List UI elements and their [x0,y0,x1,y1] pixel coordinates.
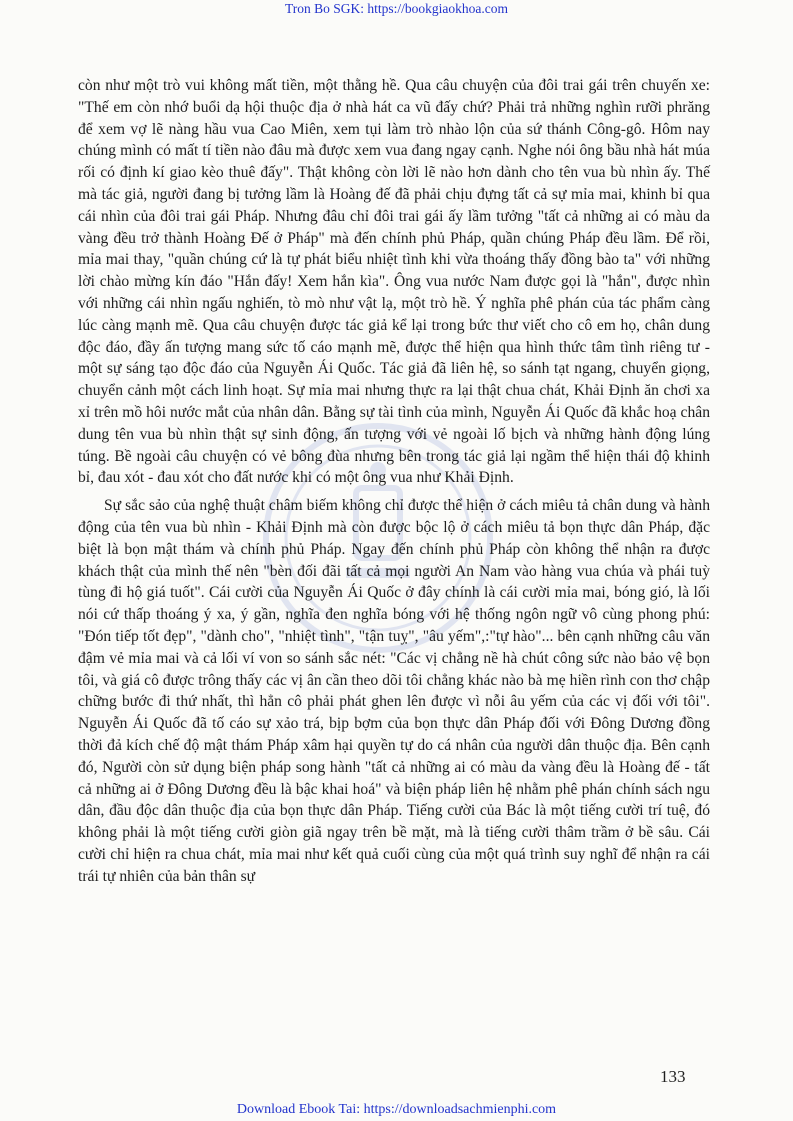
top-banner[interactable]: Tron Bo SGK: https://bookgiaokhoa.com [284,1,508,16]
bottom-banner[interactable]: Download Ebook Tai: https://downloadsachmienphi.com [236,1102,557,1117]
page-body-text [78,75,710,887]
page-number: 133 [660,1067,686,1086]
paragraph-2: Sự sắc sảo của nghệ thuật châm biếm không chỉ được thể hiện ở cách miêu tả chân dung và hành động của tên vua bù nhìn - Khải Định mà còn được bộc lộ ở cách miêu tả bọn thực dân Pháp, đặc biệt là bọn mật thám và chính phủ Pháp. Ngay đến chính phủ Pháp còn không thể nhận ra được khách thật của mình thế nên "bèn đối đãi tất cả mọi người An Nam vào hàng vua chúa và phái tuỳ tùng đi hộ giá tuốt". Cái cười của Nguyễn Ái Quốc ở đây chính là cái cười mỉa mai, bóng gió, là lối nói cứ thấp thoáng ý xa, ý gần, nghĩa đen nghĩa bóng với hệ thống ngôn ngữ vô cùng phong phú: "Đón tiếp tốt đẹp", "dành cho", "nhiệt tình", "tận tuỵ", "âu yếm",:"tự hào"... bên cạnh những câu văn đậm vẻ mỉa mai và cả lối ví von so sánh sắc nét: "Các vị chẳng nề hà chút công sức nào bảo vệ bọn tôi, và giá cô được trông thấy các vị ân cần theo dõi tôi chẳng khác nào bà mẹ hiền rình con thơ chập chững bước đi thứ nhất, thì hẳn cô phải phát ghen lên được vì nỗi âu yếm của các vị đối với tôi". Nguyễn Ái Quốc đã tố cáo sự xảo trá, bịp bợm của bọn thực dân Pháp đối với Đông Dương đồng thời đả kích chế độ mật thám Pháp xâm hại quyền tự do cá nhân của người dân thuộc địa. Bên cạnh đó, Người còn sử dụng biện pháp song hành "tất cả những ai có màu da vàng đều là Hoàng đế - tất cả những ai ở Đông Dương đều là bậc khai hoá" và biện pháp liên hệ nhằm phê phán chính sách ngu dân, đầu độc dân thuộc địa của bọn thực dân Pháp. Tiếng cười của Bác là một tiếng cười trí tuệ, đó không phải là một tiếng cười giòn giã ngay trên bề mặt, mà là tiếng cười thâm trầm ở bề sâu. Cái cười chỉ hiện ra chua chát, mỉa mai như kết quả cuối cùng của một quá trình suy nghĩ để nhận ra cái trái tự nhiên của bản thân sự [78,497,710,885]
paragraph-1: còn như một trò vui không mất tiền, một thằng hề. Qua câu chuyện của đôi trai gái trên chuyến xe: "Thế em còn nhớ buổi dạ hội thuộc địa ở nhà hát ca vũ đấy chứ? Phải trả những nghìn rưỡi phrăng để xem vợ lẽ nàng hầu vua Cao Miên, xem tụi làm trò nhào lộn của sứ thánh Công-gô. Hôm nay chúng mình có mất tí tiền nào đâu mà được xem vua đang ngay cạnh. Nghe nói ông bầu nhà hát múa rối có định kí giao kèo thuê đấy". Thật không còn lời lẽ nào hơn dành cho tên vua bù nhìn ấy. Thế mà tác giả, người đang bị tưởng lầm là Hoàng đế đã phải chịu đựng tất cả sự mỉa mai, khinh bỉ qua cái nhìn của đôi trai gái Pháp. Nhưng đâu chỉ đôi trai gái ấy lầm tưởng "tất cả những ai có màu da vàng đều trở thành Hoàng Đế ở Pháp" mà đến chính phủ Pháp, quần chúng Pháp đều lầm. Để rồi, mỉa mai thay, "quần chúng cứ là tự phát biểu nhiệt tình khi vừa thoáng thấy đồng bào ta" với những lời chào mừng kín đáo "Hắn đấy! Xem hắn kìa". Ông vua nước Nam được gọi là "hắn", được nhìn với những cái nhìn ngấu nghiến, tò mò như vật lạ, một trò hề. Ý nghĩa phê phán của tác phẩm càng lúc càng mạnh mẽ. Qua câu chuyện được tác giả kể lại trong bức thư viết cho cô em họ, chân dung độc đáo, đầy ấn tượng mang sức tố cáo mạnh mẽ, được thể hiện qua hình thức tâm tình riêng tư - một sự sáng tạo độc đáo của Nguyễn Ái Quốc. Tác giả đã liên hệ, so sánh tạt ngang, chuyển giọng, chuyển cảnh một cách linh hoạt. Sự mỉa mai nhưng thực ra lại thật chua chát, Khải Định ăn chơi xa xỉ trên mồ hôi nước mắt của nhân dân. Bằng sự tài tình của mình, Nguyễn Ái Quốc đã khắc hoạ chân dung tên vua bù nhìn thật sự sinh động, ấn tượng với vẻ ngoài lố bịch và những hành động lúng túng. Bề ngoài câu chuyện có vẻ bông đùa nhưng bên trong tác giả lại ngầm thể hiện thái độ khinh bỉ, đau xót - đau xót cho đất nước khi có một ông vua như Khải Định. [78,77,710,487]
